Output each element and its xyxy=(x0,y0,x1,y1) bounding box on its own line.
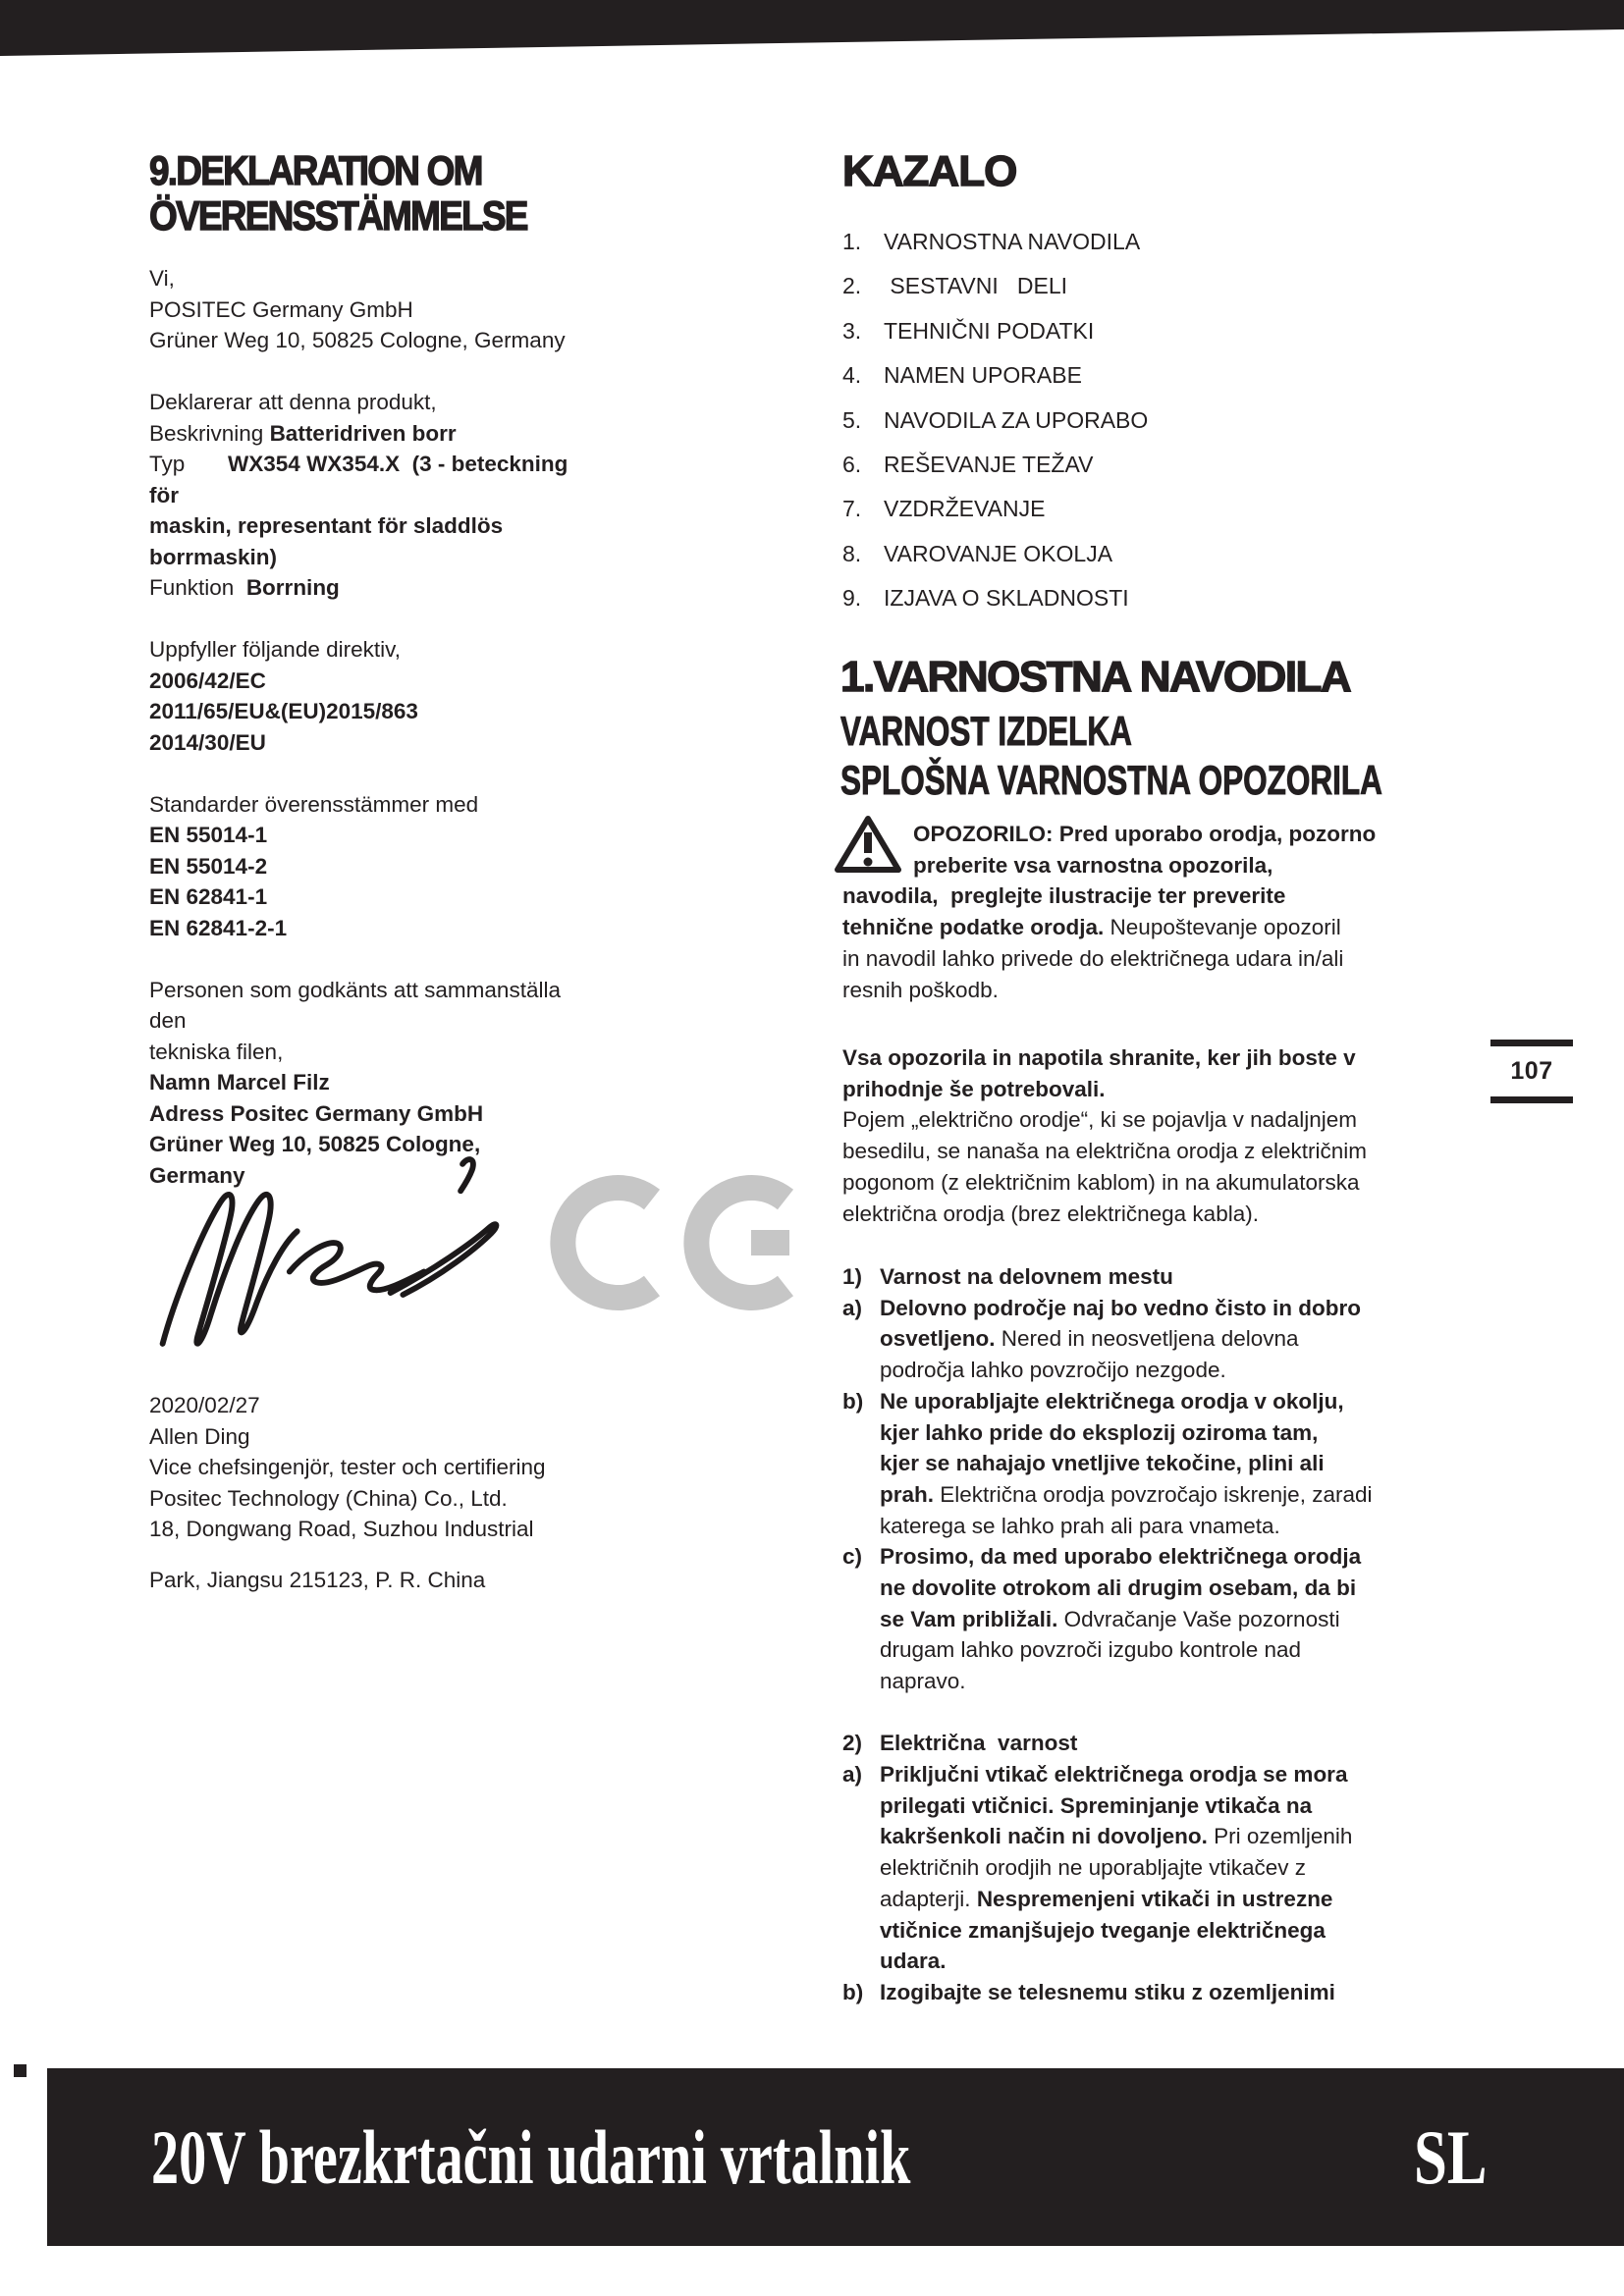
list-item-line xyxy=(842,1977,1432,2008)
toc-item-number: 7. xyxy=(842,496,862,522)
text-span: prilegati vtičnici. Spreminjanje vtikača na xyxy=(880,1792,1313,1818)
language-code: SL xyxy=(1413,2113,1487,2200)
toc-item-number: 3. xyxy=(842,317,862,344)
list-item-line xyxy=(842,1728,1432,1759)
text-line xyxy=(842,1199,1432,1230)
keep-warnings-paragraph xyxy=(842,1042,1432,1229)
text-line xyxy=(149,851,571,882)
text-span: Borrning xyxy=(245,575,340,600)
text-line xyxy=(149,820,571,851)
text-span: Namn Marcel Filz xyxy=(149,1070,330,1095)
text-line xyxy=(842,1323,1432,1355)
declaration-heading xyxy=(149,148,578,239)
text-span: EN 55014-2 xyxy=(149,853,268,879)
text-span: področja lahko povzročijo nezgode. xyxy=(880,1358,1226,1383)
text-line xyxy=(842,1573,1432,1604)
text-line xyxy=(842,1074,1432,1105)
page-tab-rule-top xyxy=(1490,1040,1573,1046)
text-line xyxy=(842,1104,1432,1136)
text-line xyxy=(842,850,1432,881)
text-span: drugam lahko povzroči izgubo kontrole nad xyxy=(880,1637,1302,1663)
list-item-line xyxy=(842,1293,1432,1324)
text-span: Grüner Weg 10, 50825 Cologne, Germany xyxy=(149,328,566,352)
item-marker: 2) xyxy=(842,1731,863,1756)
text-line xyxy=(149,294,571,326)
bottom-band-notch xyxy=(14,2064,27,2077)
toc-item xyxy=(842,532,1424,576)
text-span: kakršenkoli način ni dovoljeno. xyxy=(880,1824,1208,1849)
text-span: Pojem „električno orodje“, ki se pojavlja v nadaljnjem xyxy=(842,1107,1357,1133)
item-marker: 1) xyxy=(842,1264,863,1289)
text-line xyxy=(149,510,571,572)
text-line xyxy=(149,666,571,697)
text-line xyxy=(149,418,571,450)
text-line xyxy=(842,1417,1432,1449)
text-line xyxy=(149,572,571,604)
text-line xyxy=(149,789,571,821)
text-span: Beskrivning xyxy=(149,420,270,446)
text-line xyxy=(842,1821,1432,1852)
text-span: Nespremenjeni vtikači in ustrezne xyxy=(976,1886,1333,1911)
text-line xyxy=(842,1790,1432,1822)
toc-item xyxy=(842,353,1424,398)
text-span: ne dovolite otrokom ali drugim osebam, da bi xyxy=(880,1575,1357,1601)
text-line xyxy=(149,913,571,944)
text-span: 2020/02/27 xyxy=(149,1393,260,1417)
text-span: Typ xyxy=(149,452,229,476)
text-span: se Vam približali. xyxy=(880,1606,1058,1631)
text-line xyxy=(842,1604,1432,1635)
toc-title: KAZALO xyxy=(842,147,1017,195)
text-span: katerega se lahko prah ali para vnameta. xyxy=(880,1513,1280,1538)
toc-item xyxy=(842,487,1424,531)
text-span: Izogibajte se telesnemu stiku z ozemljenimi xyxy=(880,1979,1335,2004)
text-line xyxy=(842,1448,1432,1479)
text-span: EN 55014-1 xyxy=(149,823,268,847)
text-span: in navodil lahko privede do električnega udara in/ali xyxy=(842,945,1344,971)
text-line xyxy=(842,881,1432,912)
text-span: maskin, representant för sladdlös borrmaskin) xyxy=(149,513,510,569)
signing-info xyxy=(149,1390,571,1595)
text-line xyxy=(149,1514,571,1545)
text-span: Prosimo, da med uporabo električnega orodja xyxy=(880,1544,1362,1570)
declaration-heading-line2: ÖVERENSSTÄMMELSE xyxy=(149,192,527,239)
toc-item xyxy=(842,443,1424,487)
ce-mark-logo xyxy=(546,1174,821,1311)
text-line xyxy=(149,1483,571,1515)
text-span: Uppfyller följande direktiv, xyxy=(149,637,401,662)
text-span: Ne uporabljajte električnega orodja v okolju, xyxy=(880,1388,1344,1414)
item-marker: c) xyxy=(842,1544,863,1570)
page-tab-rule-bottom xyxy=(1490,1096,1573,1103)
toc-item-number: 1. xyxy=(842,229,862,254)
text-line xyxy=(842,1167,1432,1199)
text-span: Pri ozemljenih xyxy=(1207,1824,1353,1849)
text-line xyxy=(842,1946,1432,1977)
text-span: 2011/65/EU&(EU)2015/863 xyxy=(149,699,418,723)
page-number: 107 xyxy=(1510,1057,1553,1085)
text-line xyxy=(842,1697,1432,1729)
declaration-body xyxy=(149,263,574,1191)
text-line xyxy=(842,1479,1432,1511)
item-marker: a) xyxy=(842,1762,863,1788)
text-span: Neupoštevanje opozoril xyxy=(1104,915,1341,940)
text-line xyxy=(842,1042,1432,1074)
text-line xyxy=(842,1666,1432,1697)
text-line xyxy=(149,356,571,388)
toc-list xyxy=(842,220,1424,621)
text-span: Park, Jiangsu 215123, P. R. China xyxy=(149,1567,486,1592)
toc-item-number: 8. xyxy=(842,540,862,566)
product-title: 20V brezkrtačni udarni vrtalnik xyxy=(151,2113,911,2200)
safety-heading-wrap xyxy=(840,655,1350,700)
text-line xyxy=(842,975,1432,1006)
text-line xyxy=(149,943,571,975)
text-span: resnih poškodb. xyxy=(842,977,999,1002)
text-span: prah. xyxy=(880,1481,935,1507)
text-span: Funktion xyxy=(149,575,246,600)
warning-paragraph xyxy=(842,819,1432,1005)
text-span: Električna orodja povzročajo iskrenje, zaradi xyxy=(934,1481,1373,1507)
text-line xyxy=(149,325,571,356)
list-item-line xyxy=(842,1541,1432,1573)
text-line xyxy=(149,1421,571,1453)
text-span: Električna varnost xyxy=(880,1731,1078,1756)
item-marker: b) xyxy=(842,1388,864,1414)
text-line xyxy=(149,449,574,510)
toc-item-number: 9. xyxy=(842,585,862,612)
declaration-heading-line1: 9.DEKLARATION OM xyxy=(149,147,482,193)
text-line xyxy=(842,943,1432,975)
page-number-tab xyxy=(1490,1040,1573,1103)
text-line xyxy=(842,912,1432,943)
text-line xyxy=(149,1037,571,1068)
text-span: POSITEC Germany GmbH xyxy=(149,296,413,322)
toc-item-label: VARNOSTNA NAVODILA xyxy=(884,229,1141,254)
text-span: udara. xyxy=(880,1949,947,1974)
toc-item-label: VAROVANJE OKOLJA xyxy=(884,540,1113,566)
text-span: Priključni vtikač električnega orodja se mora xyxy=(880,1762,1348,1788)
text-line xyxy=(149,1390,571,1421)
toc-item-label: TEHNIČNI PODATKI xyxy=(884,317,1095,344)
list-item-line xyxy=(842,1261,1432,1293)
text-span: Positec Technology (China) Co., Ltd. xyxy=(149,1485,508,1511)
text-span: Varnost na delovnem mestu xyxy=(880,1264,1173,1289)
text-span: 18, Dongwang Road, Suzhou Industrial xyxy=(149,1517,534,1541)
text-span: Grüner Weg 10, 50825 Cologne, Germany xyxy=(149,1132,487,1188)
text-line xyxy=(842,819,1432,850)
toc-item-label: SESTAVNI DELI xyxy=(884,273,1068,299)
text-span: vtičnice zmanjšujejo tveganje električnega xyxy=(880,1917,1326,1943)
text-line xyxy=(149,1067,571,1098)
text-line xyxy=(149,881,571,913)
toc-item-number: 5. xyxy=(842,406,862,433)
text-span: Batteridriven borr xyxy=(269,420,457,446)
safety-rules-list xyxy=(842,1261,1432,2008)
safety-heading: 1.VARNOSTNA NAVODILA xyxy=(840,653,1351,701)
text-span: EN 62841-2-1 xyxy=(149,915,288,940)
bottom-black-band xyxy=(47,2068,1624,2246)
handwritten-signature xyxy=(145,1147,511,1349)
text-span: prihodnje še potrebovali. xyxy=(842,1076,1106,1101)
text-line xyxy=(842,1884,1432,1915)
text-span: kjer lahko pride do eksplozij oziroma tam, xyxy=(880,1419,1319,1445)
text-span: kjer se nahajajo vnetljive tekočine, plini ali xyxy=(880,1451,1325,1476)
text-line xyxy=(149,634,571,666)
text-line xyxy=(149,1452,571,1483)
text-span: navodila, preglejte ilustracije ter preverite xyxy=(842,883,1286,909)
text-line xyxy=(149,1565,571,1596)
text-span: 2006/42/EC xyxy=(149,667,266,693)
text-line xyxy=(842,1852,1432,1884)
safety-subhead-1: VARNOST IZDELKA xyxy=(840,708,1132,754)
text-line xyxy=(149,1098,571,1130)
text-span: Vi, xyxy=(149,266,175,291)
item-marker: b) xyxy=(842,1979,864,2004)
text-span: Adress Positec Germany GmbH xyxy=(149,1100,484,1126)
text-span: osvetljeno. xyxy=(880,1326,996,1352)
toc-title-wrap xyxy=(842,149,1016,194)
text-line xyxy=(149,975,571,1037)
text-span: Delovno področje naj bo vedno čisto in dobro xyxy=(880,1295,1362,1320)
toc-item xyxy=(842,399,1424,443)
text-line xyxy=(842,1915,1432,1947)
text-line xyxy=(842,1136,1432,1167)
text-span: Vsa opozorila in napotila shranite, ker jih boste v xyxy=(842,1045,1356,1070)
text-line xyxy=(149,1545,571,1565)
toc-item xyxy=(842,576,1424,620)
text-span: Personen som godkänts att sammanställa den xyxy=(149,977,568,1033)
text-line xyxy=(842,1634,1432,1666)
text-span: električna orodja (brez električnega kabla). xyxy=(842,1201,1259,1226)
text-line xyxy=(149,758,571,789)
text-span: besedilu, se nanaša na električna orodja z električnim xyxy=(842,1139,1368,1164)
text-span: električnih orodjih ne uporabljajte vtikačev z xyxy=(880,1855,1306,1881)
safety-subhead-2: SPLOŠNA VARNOSTNA OPOZORILA xyxy=(840,757,1382,803)
list-item-line xyxy=(842,1386,1432,1417)
text-line xyxy=(842,1355,1432,1386)
toc-item xyxy=(842,220,1424,264)
text-span: Allen Ding xyxy=(149,1423,250,1449)
text-line xyxy=(149,604,571,635)
text-span: Standarder överensstämmer med xyxy=(149,791,479,817)
text-line xyxy=(149,696,571,727)
toc-item-label: NAVODILA ZA UPORABO xyxy=(884,406,1149,433)
top-black-band xyxy=(0,0,1624,56)
text-line xyxy=(149,387,571,418)
text-span: tekniska filen, xyxy=(149,1039,284,1064)
safety-subheads xyxy=(840,707,1563,805)
toc-item xyxy=(842,264,1424,308)
toc-item-number: 2. xyxy=(842,273,862,299)
toc-item-number: 6. xyxy=(842,452,862,478)
toc-item-label: NAMEN UPORABE xyxy=(884,362,1082,389)
text-span: 2014/30/EU xyxy=(149,729,266,755)
list-item-line xyxy=(842,1759,1432,1790)
text-span: Odvračanje Vaše pozornosti xyxy=(1057,1606,1340,1631)
text-line xyxy=(149,727,571,759)
item-marker: a) xyxy=(842,1295,863,1320)
toc-item-number: 4. xyxy=(842,362,862,389)
toc-item-label: VZDRŽEVANJE xyxy=(884,496,1046,522)
toc-item xyxy=(842,309,1424,353)
text-span: preberite vsa varnostna opozorila, xyxy=(913,852,1273,878)
text-span: EN 62841-1 xyxy=(149,884,268,909)
text-span: Vice chefsingenjör, tester och certifiering xyxy=(149,1455,546,1479)
text-span: adapterji. xyxy=(880,1886,977,1911)
text-span: pogonom (z električnim kablom) in na akumulatorska xyxy=(842,1169,1360,1195)
text-span: tehnične podatke orodja. xyxy=(842,915,1105,940)
text-span: WX354 WX354.X (3 - beteckning för xyxy=(149,452,574,507)
toc-item-label: IZJAVA O SKLADNOSTI xyxy=(884,585,1129,612)
text-span: Deklarerar att denna produkt, xyxy=(149,390,437,414)
text-span: Nered in neosvetljena delovna xyxy=(995,1326,1299,1352)
text-span: napravo. xyxy=(880,1669,966,1694)
text-span: OPOZORILO: Pred uporabo orodja, pozorno xyxy=(913,822,1377,846)
text-line xyxy=(842,1511,1432,1542)
text-line xyxy=(149,263,571,294)
toc-item-label: REŠEVANJE TEŽAV xyxy=(884,452,1094,478)
